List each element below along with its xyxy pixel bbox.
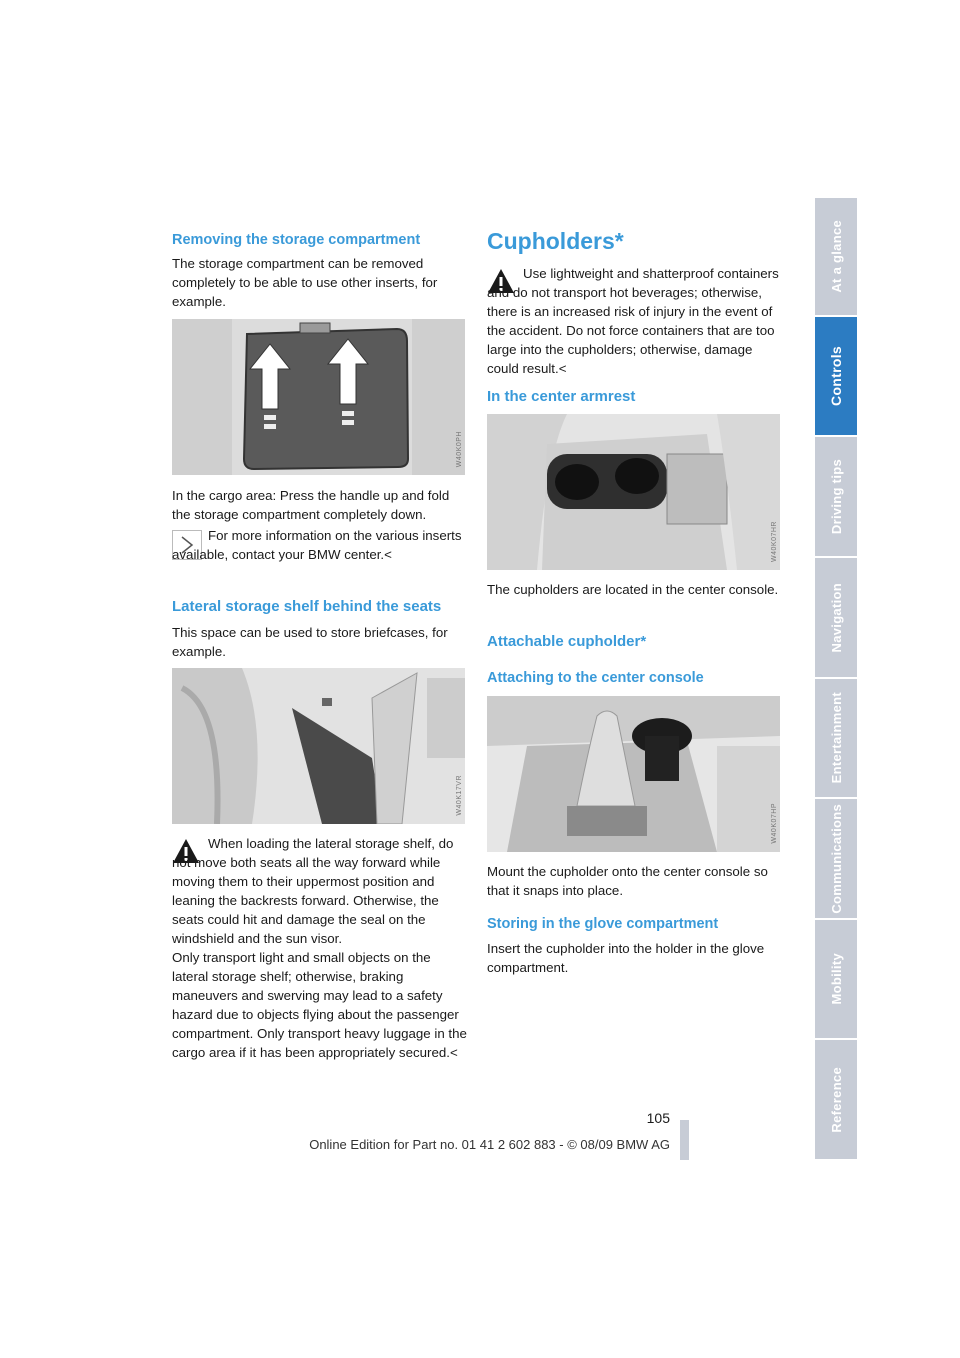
figure-code: W40K07HP [771,803,778,844]
heading-lateral-shelf: Lateral storage shelf behind the seats [172,598,442,615]
end-mark: < [558,361,567,376]
warning-cupholders-block [487,264,782,378]
tab-label: At a glance [828,220,844,293]
figure-code: W40K0PH [456,430,463,467]
heading-attachable-cupholder: Attachable cupholder* [487,633,647,650]
end-mark: < [384,547,392,562]
attaching-cupholder-illustration [487,696,780,852]
tab-navigation[interactable] [815,558,857,677]
tab-label: Navigation [828,582,844,653]
heading-attaching-center-console: Attaching to the center console [487,670,704,686]
note-text: For more information on the various inserts available, contact your BMW center. [172,528,462,562]
tab-label: Reference [828,1066,844,1133]
attaching-section [487,670,782,686]
right-column [487,228,782,255]
paragraph-mount: Mount the cupholder onto the center console so that it snaps into place. [487,864,768,898]
tab-driving-tips[interactable] [815,437,857,556]
attachable-section [487,633,782,650]
paragraph-cargo: In the cargo area: Press the handle up and fold the storage compartment completely down. [172,488,450,522]
end-mark: < [449,1045,458,1060]
heading-storing-glove: Storing in the glove compartment [487,916,719,932]
tab-label: Mobility [828,953,844,1005]
tab-entertainment[interactable] [815,679,857,797]
paragraph-lateral: This space can be used to store briefcases, for example. [172,625,448,659]
tab-controls[interactable] [815,317,857,435]
armrest-section [487,388,782,405]
mount-text-block [487,862,782,900]
tab-mobility[interactable] [815,920,857,1038]
storage-compartment-illustration [172,319,465,475]
tab-at-a-glance[interactable] [815,198,857,315]
tab-communications[interactable] [815,799,857,918]
armrest-text-block [487,580,782,599]
heading-center-armrest: In the center armrest [487,388,636,405]
tab-label: Controls [828,346,844,406]
warning-cupholders-text: Use lightweight and shatterproof containers and do not transport hot beverages; otherwise, there is an increased risk of injury in the event of the accident. Do not force containers that are too large into the cupholders; otherwise, damage could result. [487,266,779,376]
warning-lateral-text-1: When loading the lateral storage shelf, do not move both seats all the way forward while moving them to their uppermost position and leaning the backrests forward. Otherwise, the seats could hit and damage the seal on the windshield and the sun visor. [172,836,454,946]
left-column [172,232,467,311]
figure-attaching-cupholder [487,696,780,852]
figure-code: W40K07HR [771,521,778,562]
paragraph-removing: The storage compartment can be removed completely to be able to use other inserts, for example. [172,256,438,309]
note-block [172,526,467,564]
footer-edition: Online Edition for Part no. 01 41 2 602 883 - © 08/09 BMW AG [309,1137,670,1152]
warning-lateral-text-2: Only transport light and small objects on the lateral storage shelf; otherwise, braking maneuvers and swerving may lead to a safety hazard due to objects flying about the passenger compartment. Only transport heavy luggage in the cargo area if it has been appropriately secured. [172,950,467,1060]
paragraph-armrest: The cupholders are located in the center console. [487,582,779,597]
tab-label: Entertainment [828,692,844,784]
figure-lateral-shelf [172,668,465,824]
heading-cupholders: Cupholders* [487,228,624,254]
paragraph-storing: Insert the cupholder into the holder in the glove compartment. [487,941,765,975]
lateral-shelf-illustration [172,668,465,824]
center-armrest-illustration [487,414,780,570]
tab-label: Driving tips [828,458,844,535]
figure-center-armrest [487,414,780,570]
page-number-bar [680,1120,689,1160]
warning-lateral-block [172,834,467,1062]
tab-label: Communications [828,803,844,914]
storing-section [487,916,782,977]
figure-code: W40K17VR [456,775,463,816]
figure-storage-compartment [172,319,465,475]
page-number: 105 [646,1110,670,1126]
lateral-section [172,598,467,661]
tab-reference[interactable] [815,1040,857,1159]
heading-removing-storage: Removing the storage compartment [172,232,421,248]
cargo-text-block [172,486,467,524]
